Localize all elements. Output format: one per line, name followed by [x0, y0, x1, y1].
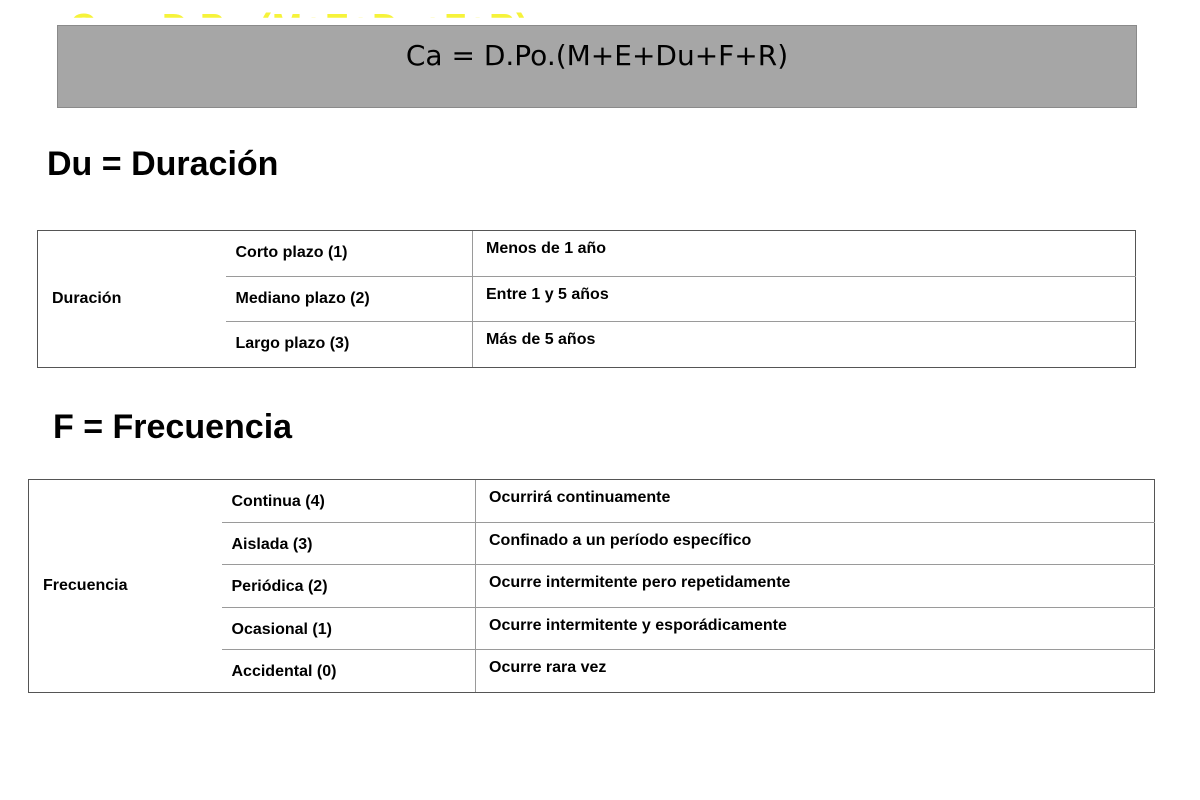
table-row	[29, 480, 1155, 523]
frequency-description-cell: Ocurre intermitente y esporádicamente	[476, 607, 1155, 650]
duration-level-cell: Mediano plazo (2)	[226, 276, 473, 322]
duration-category-cell: Duración	[38, 231, 226, 368]
frequency-heading: F = Frecuencia	[53, 408, 293, 446]
duration-level-cell: Corto plazo (1)	[226, 231, 473, 277]
frequency-table	[28, 479, 1155, 693]
frequency-level-cell: Ocasional (1)	[222, 607, 476, 650]
frequency-level-cell: Periódica (2)	[222, 565, 476, 608]
frequency-level-cell: Accidental (0)	[222, 650, 476, 693]
frequency-description-cell: Ocurrirá continuamente	[476, 480, 1155, 523]
frequency-description-cell: Confinado a un período específico	[476, 522, 1155, 565]
frequency-level-cell: Aislada (3)	[222, 522, 476, 565]
duration-table	[37, 230, 1136, 368]
duration-level-cell: Largo plazo (3)	[226, 322, 473, 368]
duration-heading: Du = Duración	[47, 145, 279, 183]
table-row	[38, 231, 1136, 277]
frequency-description-cell: Ocurre rara vez	[476, 650, 1155, 693]
duration-description-cell: Menos de 1 año	[473, 231, 1136, 277]
frequency-description-cell: Ocurre intermitente pero repetidamente	[476, 565, 1155, 608]
formula-title: Ca = D.Po.(M+E+Du+F+R)	[405, 39, 789, 72]
frequency-level-cell: Continua (4)	[222, 480, 476, 523]
duration-description-cell: Entre 1 y 5 años	[473, 276, 1136, 322]
duration-description-cell: Más de 5 años	[473, 322, 1136, 368]
formula-banner	[57, 25, 1137, 108]
frequency-category-cell: Frecuencia	[29, 480, 222, 693]
